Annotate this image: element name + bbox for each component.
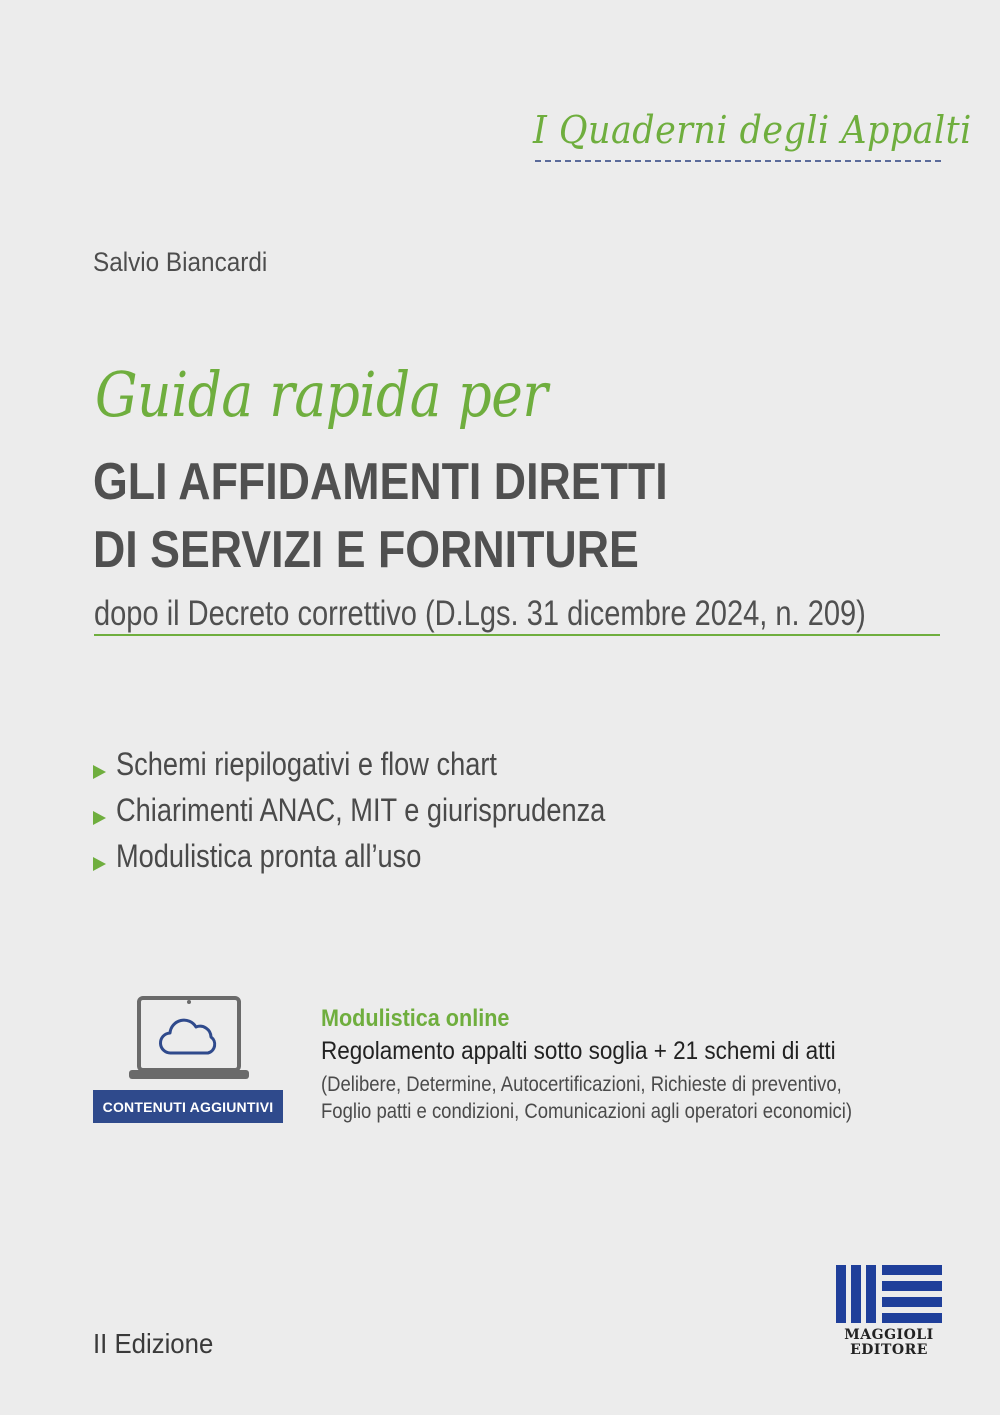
triangle-bullet-icon [93, 857, 106, 871]
subtitle-underline [94, 634, 940, 636]
title-line-2: DI SERVIZI E FORNITURE [93, 521, 639, 579]
feature-text: Modulistica pronta all’uso [116, 838, 422, 874]
title-intro: Guida rapida per [95, 358, 548, 431]
laptop-cloud-icon [129, 995, 249, 1087]
maggioli-logo-icon [836, 1265, 942, 1329]
subtitle: dopo il Decreto correttivo (D.Lgs. 31 dicembre 2024, n. 209) [94, 594, 866, 633]
triangle-bullet-icon [93, 765, 106, 779]
online-details [321, 1071, 884, 1125]
online-details-line: Foglio patti e condizioni, Comunicazioni agli operatori economici) [321, 1100, 853, 1123]
series-name: I Quaderni degli Appalti [533, 108, 972, 152]
title-line-1: GLI AFFIDAMENTI DIRETTI [93, 453, 668, 511]
feature-text: Schemi riepilogativi e flow chart [116, 746, 497, 782]
triangle-bullet-icon [93, 811, 106, 825]
online-details-line: (Delibere, Determine, Autocertificazioni, Richieste di preventivo, [321, 1073, 842, 1096]
series-header [533, 108, 972, 168]
author-name: Salvio Biancardi [93, 247, 268, 277]
online-content-section [93, 995, 953, 1135]
online-summary: Regolamento appalti sotto soglia + 21 schemi di atti [321, 1037, 836, 1065]
series-dashed-rule [535, 160, 941, 162]
publisher-name: MAGGIOLI [844, 1327, 934, 1343]
online-heading: Modulistica online [321, 1005, 510, 1032]
edition-label: II Edizione [93, 1328, 214, 1359]
feature-text: Chiarimenti ANAC, MIT e giurisprudenza [116, 792, 606, 828]
publisher-logo [836, 1265, 942, 1360]
additional-content-badge: CONTENUTI AGGIUNTIVI [93, 1090, 283, 1123]
publisher-label: EDITORE [850, 1342, 928, 1358]
